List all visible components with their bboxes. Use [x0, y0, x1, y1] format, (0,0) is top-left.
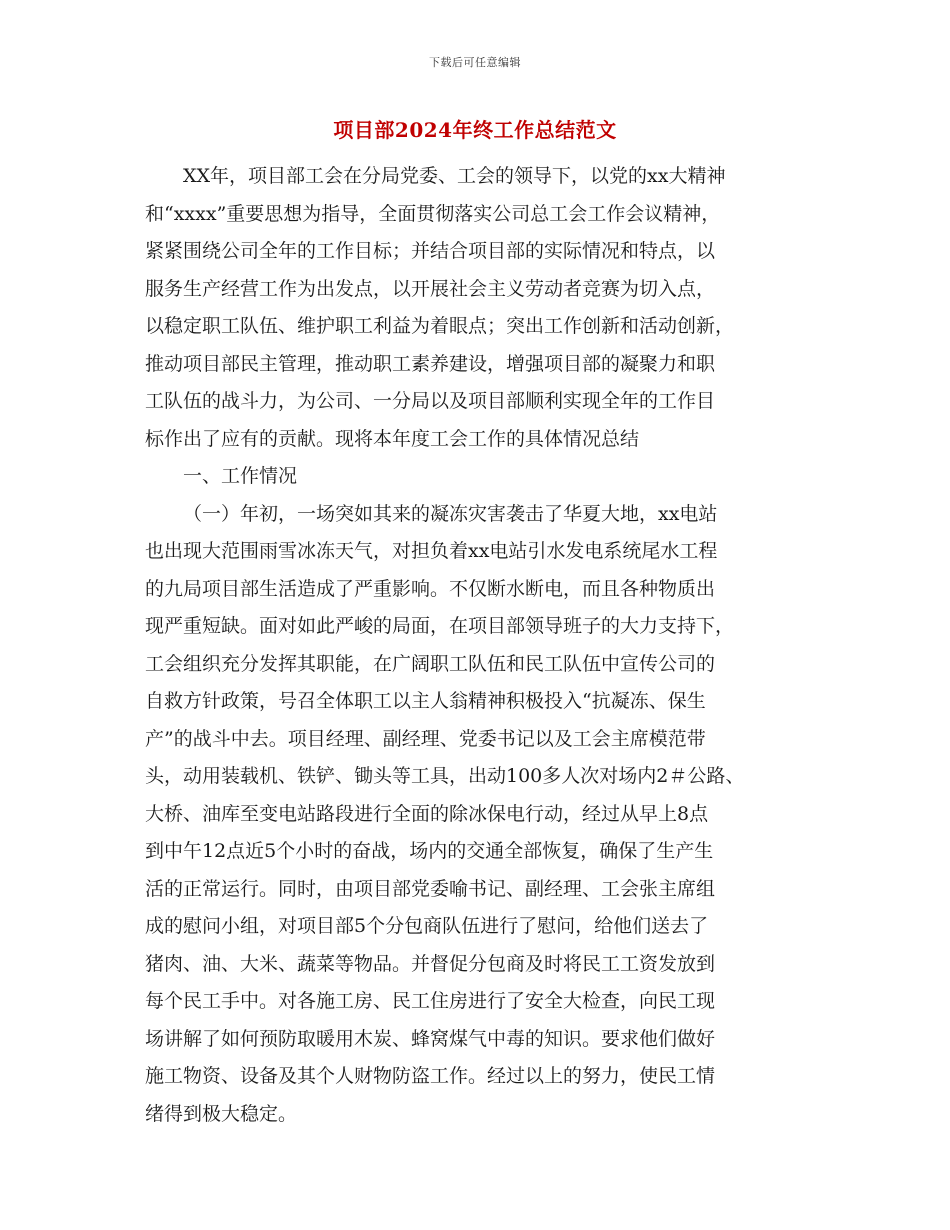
section-heading-text: 一、工作情况 [183, 465, 298, 487]
paragraph-line: 每个民工手中。对各施工房、民工住房进行了安全大检查，向民工现 [145, 990, 716, 1012]
paragraph-line: 猪肉、油、大米、蔬菜等物品。并督促分包商及时将民工工资发放到 [145, 952, 716, 975]
paragraph-line: 现严重短缺。面对如此严峻的局面，在项目部领导班子的大力支持下， [145, 615, 735, 637]
paragraph-line: 和“xxxx”重要思想为指导，全面贯彻落实公司总工会工作会议精神， [145, 202, 721, 225]
paragraph-line: 服务生产经营工作为出发点，以开展社会主义劳动者竞赛为切入点， [145, 277, 716, 300]
paragraph-line: 推动项目部民主管理，推动职工素养建设，增强项目部的凝聚力和职 [145, 352, 716, 375]
paragraph-line: 自救方针政策，号召全体职工以主人翁精神积极投入“抗凝冻、保生 [145, 690, 706, 712]
paragraph-line: 到中午12点近5个小时的奋战，场内的交通全部恢复，确保了生产生 [145, 840, 714, 862]
paragraph-intro [145, 158, 810, 458]
paragraph-line: 活的正常运行。同时，由项目部党委喻书记、副经理、工会张主席组 [145, 877, 716, 900]
paragraph-line: 也出现大范围雨雪冰冻天气，对担负着xx电站引水发电系统尾水工程 [145, 540, 718, 562]
paragraph-line: 产”的战斗中去。项目经理、副经理、党委书记以及工会主席模范带 [145, 727, 706, 750]
paragraph-line: 头，动用装载机、铁铲、锄头等工具，出动100多人次对场内2＃公路、 [145, 765, 745, 787]
paragraph-line: 施工物资、设备及其个人财物防盗工作。经过以上的努力，使民工情 [145, 1065, 716, 1087]
paragraph-line: 紧紧围绕公司全年的工作目标；并结合项目部的实际情况和特点，以 [145, 240, 716, 262]
paragraph-line: 场讲解了如何预防取暖用木炭、蜂窝煤气中毒的知识。要求他们做好 [145, 1027, 716, 1050]
paragraph-line: 成的慰问小组，对项目部5个分包商队伍进行了慰问，给他们送去了 [145, 915, 709, 937]
paragraph-line: （一）年初，一场突如其来的凝冻灾害袭击了华夏大地，xx电站 [183, 502, 718, 525]
paragraph-line: XX年，项目部工会在分局党委、工会的领导下，以党的xx大精神 [183, 165, 726, 187]
document-title: 项目部2024年终工作总结范文 [333, 118, 617, 142]
paragraph-line: 大桥、油库至变电站路段进行全面的除冰保电行动，经过从早上8点 [145, 802, 709, 825]
section-heading [145, 458, 810, 496]
header-note: 下载后可任意编辑 [429, 56, 521, 69]
paragraph-line: 工会组织充分发挥其职能，在广阔职工队伍和民工队伍中宣传公司的 [145, 652, 716, 675]
paragraph-work-situation [145, 496, 810, 1134]
paragraph-line: 的九局项目部生活造成了严重影响。不仅断水断电，而且各种物质出 [145, 577, 716, 600]
paragraph-line: 以稳定职工队伍、维护职工利益为着眼点；突出工作创新和活动创新， [145, 315, 735, 337]
paragraph-line: 绪得到极大稳定。 [145, 1102, 298, 1125]
paragraph-line: 工队伍的战斗力，为公司、一分局以及项目部顺利实现全年的工作目 [145, 390, 716, 412]
paragraph-line: 标作出了应有的贡献。现将本年度工会工作的具体情况总结 [145, 427, 640, 450]
